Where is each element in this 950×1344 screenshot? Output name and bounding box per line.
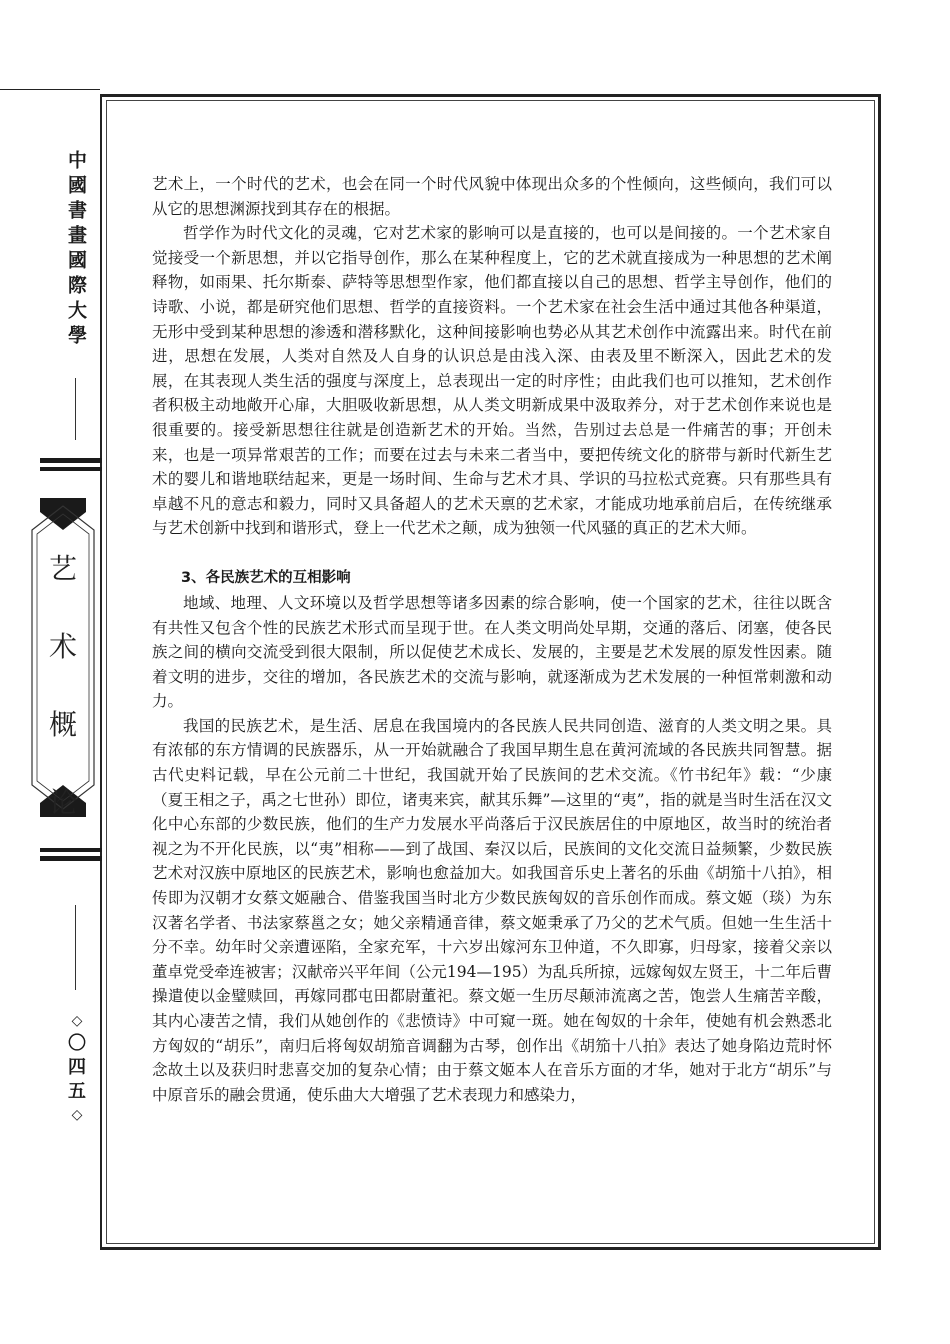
paragraph: 哲学作为时代文化的灵魂，它对艺术家的影响可以是直接的，也可以是间接的。一个艺术家自觉接受一个新思想，并以它指导创作，那么在某种程度上，它的艺术就直接成为一种思想的艺术阐释物，如雨果、托尔斯泰、萨特等思想型作家，他们都直接以自己的思想、哲学主导创作，他们的诗歌、小说，都是研究他们思想、哲学的直接资料。一个艺术家在社会生活中通过其他各种渠道，无形中受到某种思想的渗透和潜移默化，这种间接影响也势必从其艺术创作中流露出来。时代在前进，思想在发展，人类对自然及人自身的认识总是由浅入深、由表及里不断深入，因此艺术的发展，在其表现人类生活的强度与深度上，总表现出一定的时序性；由此我们也可以推知，艺术创作者积极主动地敞开心扉，大胆吸收新思想，从人类文明新成果中汲取养分，对于艺术创作来说也是很重要的。接受新思想往往就是创造新艺术的开始。当然，告别过去总是一件痛苦的事；开创未来，也是一项异常艰苦的工作；而要在过去与未来二者当中，要把传统文化的脐带与新时代新生艺术的婴儿和谐地联结起来，更是一场时间、生命与艺术才具、学识的马拉松式竞赛。只有那些具有卓越不凡的意志和毅力，同时又具备超人的艺术天禀的艺术家，才能成功地承前启后，在传统继承与艺术创新中找到和谐形式，登上一代艺术之颠，成为独领一代风骚的真正的艺术大师。	[152, 224, 832, 538]
sidebar-line-lower	[75, 905, 76, 990]
body-text	[152, 172, 832, 1107]
diamond-icon: ◇	[71, 1107, 83, 1123]
sidebar-line-upper	[75, 378, 76, 440]
page-number-char: 〇	[68, 1033, 86, 1054]
book-title-char: 艺	[48, 552, 77, 585]
book-title-char: 术	[48, 630, 77, 663]
top-rule	[0, 89, 100, 90]
book-title	[28, 530, 98, 842]
paragraph: 地域、地理、人文环境以及哲学思想等诸多因素的综合影响，使一个国家的艺术，往往以既含有共性又包含个性的民族艺术形式而呈现于世。在人类文明尚处早期，交通的落后、闭塞，使各民族之间的横向交流受到很大限制，所以促使艺术成长、发展的，主要是艺术发展的原发性因素。随着文明的进步，交往的增加，各民族艺术的交流与影响，就逐渐成为艺术发展的一种恒常刺激和动力。	[152, 593, 832, 711]
page-number-char: 四	[68, 1057, 86, 1078]
sidebar-bar-4	[40, 856, 102, 861]
sidebar-bar-3	[40, 848, 102, 852]
paragraph: 我国的民族艺术，是生活、居息在我国境内的各民族人民共同创造、滋育的人类文明之果。具有浓郁的东方情调的民族器乐，从一开始就融合了我国早期生息在黄河流域的各民族共同智慧。据古代史料记载，早在公元前二十世纪，我国就开始了民族间的艺术交流。《竹书纪年》载：“少康（夏王相之子，禹之七世孙）即位，诸夷来宾，献其乐舞”—这里的“夷”，指的就是当时生活在汉文化中心东部的少数民族，他们的生产力发展水平尚落后于汉民族居住的中原地区，故当时的统治者视之为不开化民族，以“夷”相称——到了战国、秦汉以后，民族间的文化交流日益频繁，少数民族艺术对汉族中原地区的民族艺术，影响也愈益加大。如我国音乐史上著名的乐曲《胡笳十八拍》，相传即为汉朝才女蔡文姬融合、借鉴我国当时北方少数民族匈奴的音乐创作而成。蔡文姬（琰）为东汉著名学者、书法家蔡邕之女；她父亲精通音律，蔡文姬秉承了乃父的艺术气质。但她一生生活十分不幸。幼年时父亲遭诬陷，全家充军，十六岁出嫁河东卫仲道，不久即寡，归母家，接着父亲以董卓党受牵连被害；汉献帝兴平年间（公元194—195）为乱兵所掠，远嫁匈奴左贤王，十二年后曹操遣使以金璧赎回，再嫁同郡屯田都尉董祀。蔡文姬一生历尽颠沛流离之苦，饱尝人生痛苦辛酸，其内心凄苦之情，我们从她创作的《悲愤诗》中可窥一斑。她在匈奴的十余年，使她有机会熟悉北方匈奴的“胡乐”，南归后将匈奴胡笳音调翻为古琴，创作出《胡笳十八拍》表达了她身陷边荒时怀念故土以及获归时悲喜交加的复杂心情；由于蔡文姬本人在音乐方面的才华，她对于北方“胡乐”与中原音乐的融会贯通，使乐曲大大增强了艺术表现力和感染力，	[152, 716, 832, 1104]
diamond-icon: ◇	[71, 1013, 83, 1029]
section-heading: 3、各民族艺术的互相影响	[181, 569, 351, 586]
paragraph: 艺术上，一个时代的艺术，也会在同一个时代风貌中体现出众多的个性倾向，这些倾向，我们可以从它的思想渊源找到其存在的根据。	[152, 175, 832, 218]
page-number	[60, 1010, 94, 1126]
book-title-char: 概	[48, 708, 77, 741]
school-name: 中國書畫國際大學	[65, 150, 87, 350]
page-number-char: 五	[68, 1081, 86, 1102]
book-title-char: 论	[48, 786, 77, 819]
sidebar-bar-1	[40, 458, 102, 463]
sidebar-bar-2	[40, 467, 102, 471]
